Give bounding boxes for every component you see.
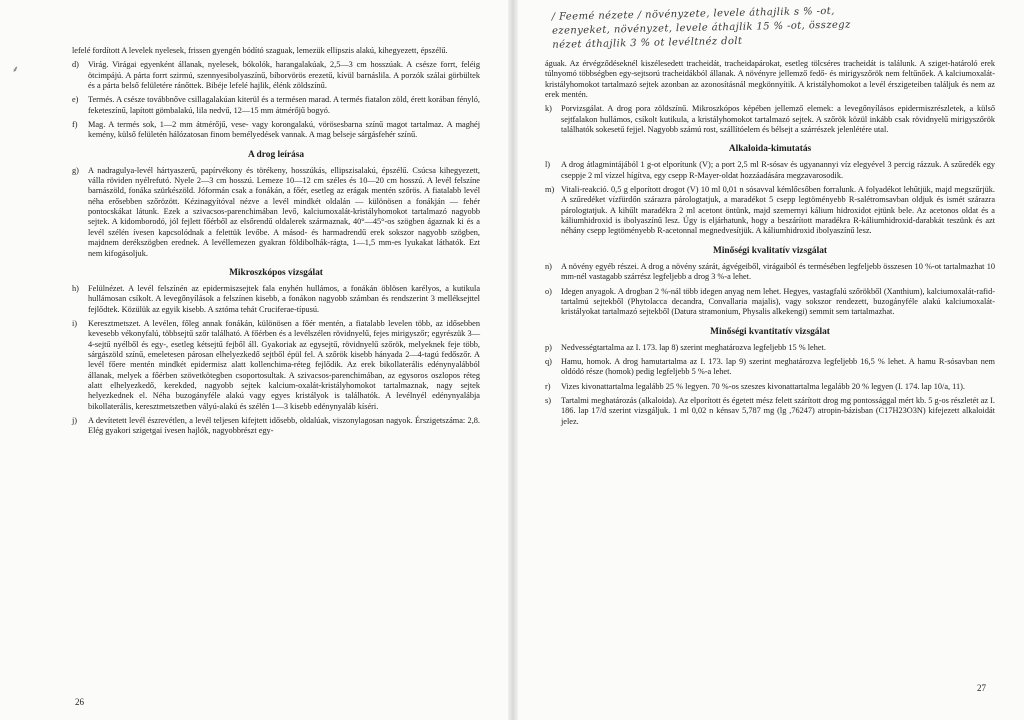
item-label: g) bbox=[72, 165, 79, 175]
item-label: r) bbox=[545, 381, 551, 391]
item-text: Termés. A csésze továbbnőve csillagalakúan kiterül és a termésen marad. A termés fiatalon zöld, érett korában fényló, feketeszínű, lapított gömbalakú, lila nedvű, 12—15 mm átmérőjű bogyó. bbox=[88, 95, 480, 115]
section-heading: Alkaloida-kimutatás bbox=[728, 144, 812, 155]
handwriting-line: nézet áthajlik 3 % ot levéltnéz dolt bbox=[552, 35, 743, 51]
list-item bbox=[72, 319, 480, 412]
handwriting-line: ezenyeket, növényzet, levele áthajlik 15 % -ot, összegz bbox=[551, 19, 851, 37]
item-label: n) bbox=[545, 261, 552, 271]
list-item bbox=[72, 416, 480, 437]
item-label: p) bbox=[545, 342, 552, 352]
item-label: k) bbox=[545, 104, 552, 114]
item-label: m) bbox=[545, 185, 555, 195]
page-number: 27 bbox=[977, 683, 986, 693]
handwriting-line: / Feemé nézete / növényzete, levele áthajlik s % -ot, bbox=[551, 5, 835, 23]
item-label: l) bbox=[545, 160, 551, 170]
list-item bbox=[545, 396, 995, 427]
left-page-column bbox=[72, 46, 480, 441]
item-label: s) bbox=[545, 395, 551, 405]
list-item bbox=[545, 104, 995, 135]
item-label: f) bbox=[72, 120, 78, 130]
item-label: j) bbox=[72, 415, 78, 425]
item-text: Felülnézet. A levél felszínén az epidermiszsejtek fala enyhén hullámos, a fonákán öblösen karélyos, a kutikula hullámosan csíkolt. A levegőnyílások a felszínen kisebb, a fonákon nagyobb számban és rendszerint 3 melléksejttel fejlődtek. Közülük az egyik kisebb. A sztóma tehát Cruciferae-típusú. bbox=[88, 283, 480, 314]
margin-mark: ⸙ bbox=[12, 64, 19, 74]
item-text: A devítetett levél észrevétlen, a levél teljesen kifejtett idősebb, oldalúak, viszonylagosan nagyok. Érszigetszáma: 2,8. Elég gyakori szigetgai ívesen hajlók, nagyobbrészt egy- bbox=[88, 415, 480, 436]
item-label: d) bbox=[72, 60, 79, 70]
paragraph: águak. Az érvégződéseknél kiszélesedett tracheidát, tracheidapárokat, esetleg tölcséres tracheidát is találunk. A sziget-határoló erek túlnyomó többségben egy-sejtsorú tracheidákból állanak. A növényre jellemző fedő- és mirigyszőrök nem feltűnőek. A kalciumoxalát-kristályhomokot tartalmazó sejtek azonban az azonosításnál megkönnyítik. A kristályhomokot a levél érszigeteiben találjuk és nem az erek mentén. bbox=[545, 59, 995, 100]
list-item bbox=[545, 357, 995, 378]
page-number: 26 bbox=[75, 697, 84, 707]
item-label: i) bbox=[72, 318, 78, 328]
item-text: Nedvességtartalma az I. 173. lap 8) szerint meghatározva legfeljebb 15 % lehet. bbox=[561, 342, 826, 352]
section-heading: Minőségi kvalitatív vizsgálat bbox=[712, 245, 828, 256]
item-text: Vizes kivonattartalma legalább 25 % legyen. 70 %-os szeszes kivonattartalma legalább 20 % legyen (I. 174. lap 10/a, 11). bbox=[561, 381, 965, 391]
book-gutter bbox=[508, 0, 518, 720]
list-item bbox=[72, 166, 480, 259]
list-item bbox=[545, 185, 995, 237]
list-item bbox=[545, 262, 995, 283]
item-text: Tartalmi meghatározás (alkaloida). Az elporított és égetett mész felett szárított drog mg pontossággal mért kb. 5 g-os részletét az I. 186. lap 17/d szerint vizsgáljuk. 1 ml 0,02 n kénsav 5,787 mg (lg ,76247) atropin-bázisban (C17H23O3N) kifejezett alkaloidát jelez. bbox=[561, 395, 995, 426]
handwritten-annotation bbox=[552, 1, 1008, 53]
item-label: o) bbox=[545, 286, 552, 296]
list-item bbox=[545, 382, 995, 392]
item-text: Idegen anyagok. A drogban 2 %-nál több idegen anyag nem lehet. Hegyes, vastagfalú szőrökből (Xanthium), kalciumoxalát-rafid-tartalmú sejtekből (Phytolacca decandra, Convallaria majalis), vagy sokszor rendezett, buzogányféle alakú kalciumoxalát-kristályokat tartalmazó sejtekből (Datura stramonium, Physalis alkekengi) semmit sem tartalmazhat. bbox=[561, 286, 995, 317]
list-item bbox=[545, 343, 995, 353]
section-heading: A drog leírása bbox=[247, 149, 305, 160]
item-text: A nadragulya-levél hártyaszerű, papírvékony és törékeny, hosszúkás, ellipszisalakú, épszélű. Csúcsa kihegyezett, válla röviden nyélrefutó. Nyele 2—3 cm hosszú. Lemeze 10—12 cm széles és 10—20 cm hosszú. A levél felszíne barnászöld, fonáka szürkészöld. Jóformán csak a fonákán, a főér, esetleg az erágak mentén szőrös. A fiatalabb levél néha erősebben szőrözött. Kézinagyítóval nézve a levél mindkét oldalán — különösen a fonákján — fehér pontocskákat látunk. Ezek a szivacsos-parenchimában levő, kalciumoxalát-kristályhomokot tartalmazó nagyobb sejtek. A kidomborodó, jól fejlett főérből az elsőrendű oldalerek származnak, 40°—45°-os szögben ágaznak ki és a levél szélén ívesen kapcsolódnak a felettük levőbe. A másod- és harmadrendű erek sokszor nagyobb szögben, majdnem derékszögben erednek. A levéllemezen gyakran földibolhák-rágta, 1—1,5 mm-es lyukakat láthatók. Ezt nem kifogásoljuk. bbox=[88, 165, 480, 258]
item-text: Porvizsgálat. A drog pora zöldszínű. Mikroszkópos képében jellemző elemek: a levegőnyílásos epidermiszrészletek, a külső sejtfalakon hullámos, csíkolt kutikula, a kristályhomokot tartalmazó sejtek. A szőrök közül inkább csak rövidnyelű mirigyszőrök találhatók sokesetű fejjel. Nagyobb számú rost, szállítóelem és bélsejt a szárrészek jelenlétére utal. bbox=[561, 104, 995, 135]
list-item bbox=[545, 287, 995, 318]
item-text: Keresztmetszet. A levélen, főleg annak fonákán, különösen a főér mentén, a fiatalabb levelen több, az idősebben kevesebb vékonyfalú, többsejtű szőr található. A főérben és a levélszélen rövidnyelű, fejes mirigyszőr; egyrészük 3—4-sejtű nyélből és egy-, esetleg kétsejtű fejből áll. Gyakoriak az egysejtű, rövidnyelű szőrök, melyeknek feje több, sárgászöld színű, emeletesen párosan elhelyezkedő sejtből épül fel. A szőrök kisebb hányada 2—4-tagú fedőszőr. A levél főere mentén mindkét epidermisz alatt kollenchima-réteg fejlődik. Az erek bikollaterális edénynyalábból állanak, melyek a főérben szövetkötegben csoportosultak. A szivacsos-parenchimában, az egysoros oszlopos réteg alatt elhelyezkedő, kerekded, nagyobb sejtek kalcium-oxalát-kristályhomokot tartalmaznak, nagy sejtek helyezkednek el. Néha buzogányféle alakú vagy egyes kristályok is találhatók. A levélnyél edénynyalábja bikollaterális, keresztmetszetben vályú-alakú és szélén 1—3 kisebb edénynyaláb kíséri. bbox=[88, 318, 480, 411]
list-item bbox=[72, 284, 480, 315]
list-item bbox=[545, 160, 995, 181]
list-item bbox=[72, 95, 480, 116]
item-text: Vitali-reakció. 0,5 g elporított drogot (V) 10 ml 0,01 n sósavval kémlőcsőben forralunk. A folyadékot lehűtjük, majd megszűrjük. A szűredéket vízfürdőn szárazra párologtatjuk, a maradékot 5 csepp legtöményebb R-salétromsavban oldjuk és ismét szárazra párologtatjuk. A kihűlt maradékra 2 ml acetont öntünk, majd szemernyi kálium hidroxidot ejtünk bele. Az acetonos oldat és a káliumhidroxid is ibolyaszínű lesz. Úgy is eljárhatunk, hogy a beszárított maradékra R-káliumhidroxid-darabkát teszünk és azt néhány csepp legtöményebb R-acetonnal megnedvesítjük. A káliumhidroxid ibolyaszínű lesz. bbox=[561, 185, 995, 236]
item-text: A növény egyéb részei. A drog a növény szárát, ágvégeiből, virágaiból és termésében legfeljebb összesen 10 %-ot tartalmazhat 10 mm-nél vastagabb szárrész legfeljebb a drog 3 %-a lehet. bbox=[561, 261, 995, 282]
item-text: A drog átlagmintájából 1 g-ot elporítunk (V); a port 2,5 ml R-sósav és ugyanannyi víz elegyével 3 percig rázzuk. A szűredék egy cseppje 2 ml vízzel hígítva, egy csepp R-Mayer-oldat hozzáadására megzavarosodik. bbox=[561, 160, 995, 180]
item-label: e) bbox=[72, 95, 79, 105]
item-text: Hamu, homok. A drog hamutartalma az I. 173. lap 9) szerint meghatározva legfeljebb 16,5 % lehet. A hamu R-sósavban nem oldódó része (homok) pedig legfeljebb 5 %-a lehet. bbox=[561, 356, 995, 377]
section-heading: Mikroszkópos vizsgálat bbox=[229, 267, 323, 278]
paragraph: lefelé fordított A levelek nyelesek, frissen gyengén bódító szaguak, lemezük ellipszis alakú, kihegyezett, épszélű. bbox=[72, 46, 448, 55]
item-text: Mag. A termés sok, 1—2 mm átmérőjű, vese- vagy korongalakú, vörösesbarna színű magot tartalmaz. A maghéj kemény, külső felületén hálózatosan finom bemélyedések vannak. A mag belseje sárgásfehér színű. bbox=[88, 120, 480, 140]
item-label: q) bbox=[545, 356, 552, 366]
list-item bbox=[72, 60, 480, 91]
section-heading: Minőségi kvantitatív vizsgálat bbox=[710, 326, 830, 337]
item-text: Virág. Virágai egyenként állanak, nyelesek, bókolók, harangalakúak, 2,5—3 cm hosszúak. A csésze forrt, feléig ötcimpájú. A párta forrt szirmú, szennyesibolyaszínű, bíborvörös erezetű, kívül barnáslila. A porzók szálai görbültek és a párta belső felületére ránőttek. Bibéje lefelé hajlik, élénk zöldszínű. bbox=[88, 60, 480, 91]
item-label: h) bbox=[72, 283, 79, 293]
list-item bbox=[72, 120, 480, 141]
right-page-column bbox=[545, 59, 995, 431]
